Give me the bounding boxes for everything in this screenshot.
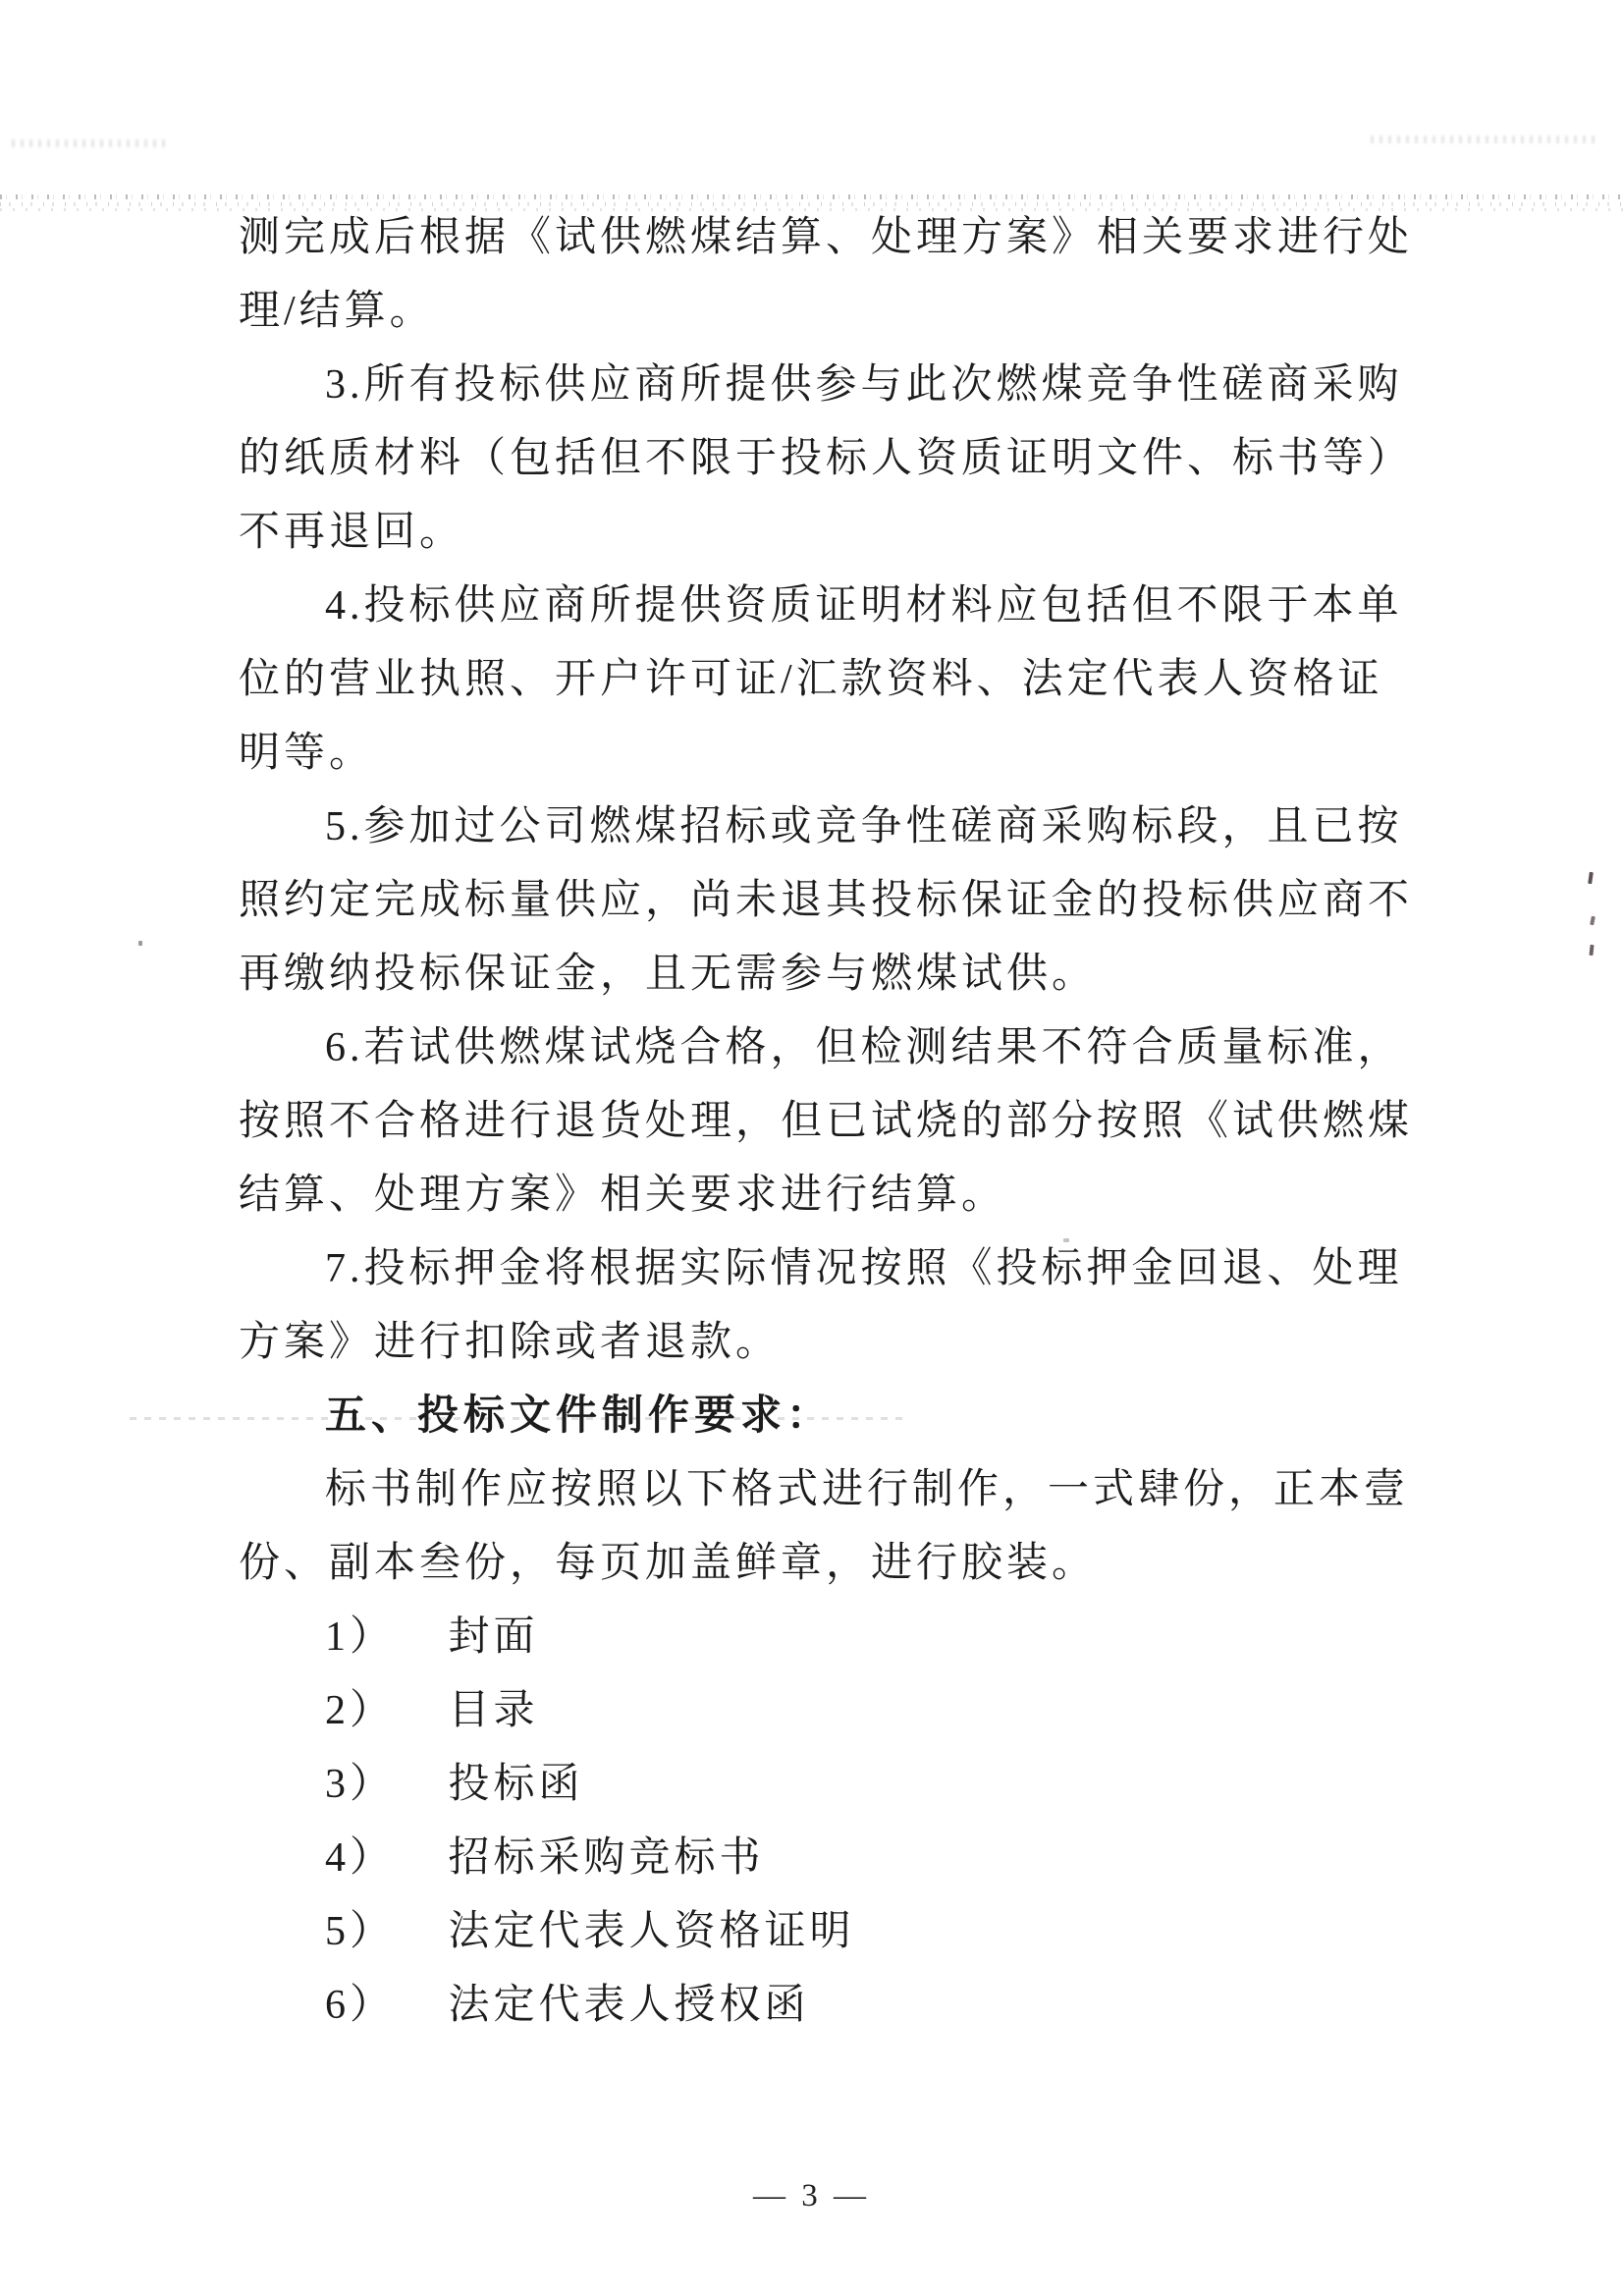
- text-line: 4.投标供应商所提供资质证明材料应包括但不限于本单: [325, 583, 1403, 629]
- scan-noise-band: [0, 194, 1623, 199]
- scan-speck: [138, 941, 142, 946]
- text-line: 不再退回。: [239, 510, 465, 555]
- scan-smudge: [1371, 136, 1596, 143]
- text-line: 的纸质材料（包括但不限于投标人资质证明文件、标书等）: [239, 436, 1414, 481]
- text-line: 照约定完成标量供应，尚未退其投标保证金的投标供应商不: [239, 878, 1414, 923]
- list-item-number: 4）: [325, 1835, 396, 1881]
- text-line: 结算、处理方案》相关要求进行结算。: [239, 1173, 1007, 1218]
- page-number: — 3 —: [753, 2178, 870, 2214]
- list-item-number: 6）: [325, 1983, 396, 2028]
- text-line: 6.若试供燃煤试烧合格，但检测结果不符合质量标准，: [325, 1025, 1403, 1070]
- section-heading: 五、投标文件制作要求：: [325, 1394, 834, 1439]
- scan-speck: [1588, 872, 1594, 884]
- list-item-label: 招标采购竞标书: [448, 1835, 765, 1881]
- text-line: 标书制作应按照以下格式进行制作，一式肆份，正本壹: [325, 1467, 1410, 1512]
- list-item-line: [239, 1601, 1432, 1674]
- list-item-label: 法定代表人授权函: [448, 1983, 810, 2028]
- list-item-label: 目录: [448, 1688, 539, 1733]
- text-line: 按照不合格进行退货处理，但已试烧的部分按照《试供燃煤: [239, 1099, 1414, 1144]
- text-line: 明等。: [239, 731, 375, 776]
- text-line: 5.参加过公司燃煤招标或竞争性磋商采购标段，且已按: [325, 804, 1403, 849]
- text-line: 份、副本叁份，每页加盖鲜章，进行胶装。: [239, 1541, 1098, 1586]
- list-item-label: 封面: [448, 1614, 539, 1660]
- text-line: 3.所有投标供应商所提供参与此次燃煤竞争性磋商采购: [325, 362, 1403, 408]
- text-line: 再缴纳投标保证金，且无需参与燃煤试供。: [239, 952, 1098, 997]
- scan-speck: [1589, 945, 1594, 956]
- scan-speck: [1590, 916, 1596, 926]
- list-item-label: 法定代表人资格证明: [448, 1909, 855, 1954]
- list-item-line: [239, 1748, 1432, 1822]
- text-line: 测完成后根据《试供燃煤结算、处理方案》相关要求进行处: [239, 215, 1414, 260]
- document-body: [239, 201, 1432, 2043]
- list-item-label: 投标函: [448, 1762, 584, 1807]
- text-line: 方案》进行扣除或者退款。: [239, 1320, 782, 1365]
- list-item-line: [239, 1674, 1432, 1748]
- scan-smudge: [12, 139, 169, 147]
- list-item-line: [239, 1822, 1432, 1895]
- list-item-number: 5）: [325, 1909, 396, 1954]
- list-item-number: 3）: [325, 1762, 396, 1807]
- text-line: 理/结算。: [239, 289, 435, 334]
- list-item-line: [239, 1895, 1432, 1969]
- list-item-number: 1）: [325, 1614, 396, 1660]
- text-line: 7.投标押金将根据实际情况按照《投标押金回退、处理: [325, 1246, 1403, 1291]
- list-item-line: [239, 1969, 1432, 2043]
- text-line: 位的营业执照、开户许可证/汇款资料、法定代表人资格证: [239, 657, 1383, 702]
- list-item-number: 2）: [325, 1688, 396, 1733]
